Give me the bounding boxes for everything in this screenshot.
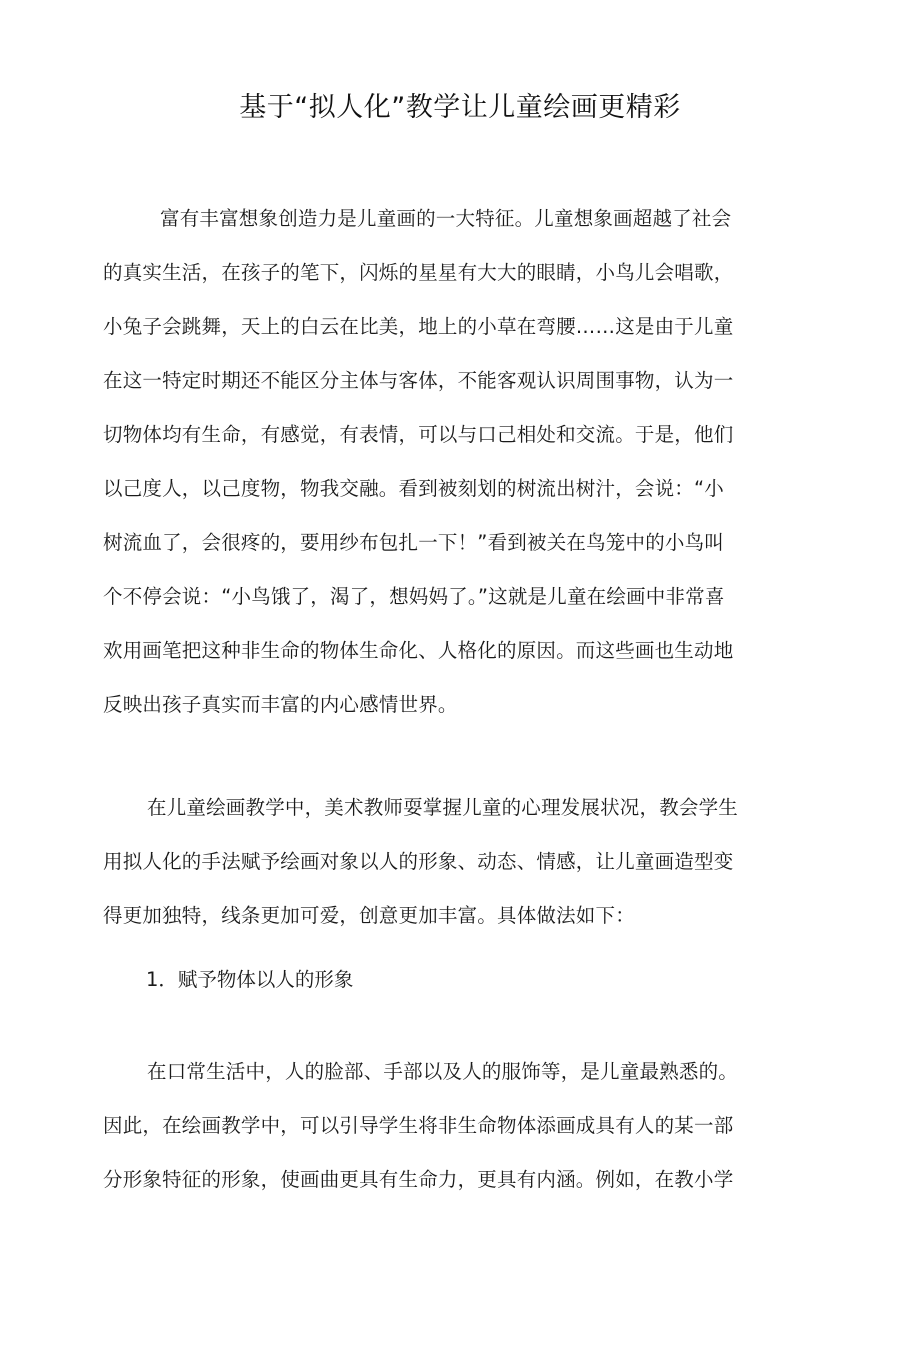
paragraph-line: 个不停会说：“小鸟饿了，渴了，想妈妈了。”这就是儿童在绘画中非常喜 [103, 585, 725, 608]
paragraph-line: 在儿童绘画教学中，美术教师耍掌握儿童的心理发展状况，教会学生 [147, 796, 739, 819]
paragraph-line: 富有丰富想象创造力是儿童画的一大特征。儿童想象画超越了社会 [160, 207, 732, 230]
paragraph-section-body [103, 1045, 793, 1207]
paragraph-line: 在口常生活中，人的脸部、手部以及人的服饰等，是儿童最熟悉的。 [147, 1060, 739, 1083]
paragraph-line: 得更加独特，线条更加可爱，创意更加丰富。具体做法如下： [103, 904, 635, 927]
document-title: 基于“拟人化”教学让儿童绘画更精彩 [239, 92, 681, 123]
paragraph-line: 用拟人化的手法赋予绘画对象以人的形象、动态、情感，让儿童画造型变 [103, 850, 734, 873]
paragraph-line: 的真实生活，在孩子的笔下，闪烁的星星有大大的眼睛，小鸟儿会唱歌， [103, 261, 734, 284]
paragraph-line: 分形象特征的形象，使画曲更具有生命力，更具有内涵。例如，在教小学 [103, 1168, 734, 1191]
paragraph-line: 因此，在绘画教学中，可以引导学生将非生命物体添画成具有人的某一部 [103, 1114, 734, 1137]
paragraph-line: 小兔子会跳舞，天上的白云在比美，地上的小草在弯腰……这是由于儿童 [103, 315, 734, 338]
paragraph-line: 反映出孩子真实而丰富的内心感情世界。 [103, 693, 458, 716]
paragraph-line: 树流血了，会很疼的，要用纱布包扎一下！”看到被关在鸟笼中的小鸟叫 [103, 531, 725, 554]
paragraph-line: 切物体均有生命，有感觉，有表情，可以与口己相处和交流。于是，他们 [103, 423, 734, 446]
paragraph-line: 以己度人，以己度物，物我交融。看到被刻划的树流出树汁，会说：“小 [103, 477, 725, 500]
paragraph-intro [103, 192, 793, 732]
paragraph-line: 欢用画笔把这种非生命的物体生命化、人格化的原因。而这些画也生动地 [103, 639, 734, 662]
section-heading: 1．赋予物体以人的形象 [146, 968, 354, 991]
paragraph-teaching [103, 781, 793, 943]
paragraph-line: 在这一特定时期还不能区分主体与客体，不能客观认识周围事物，认为一 [103, 369, 734, 392]
